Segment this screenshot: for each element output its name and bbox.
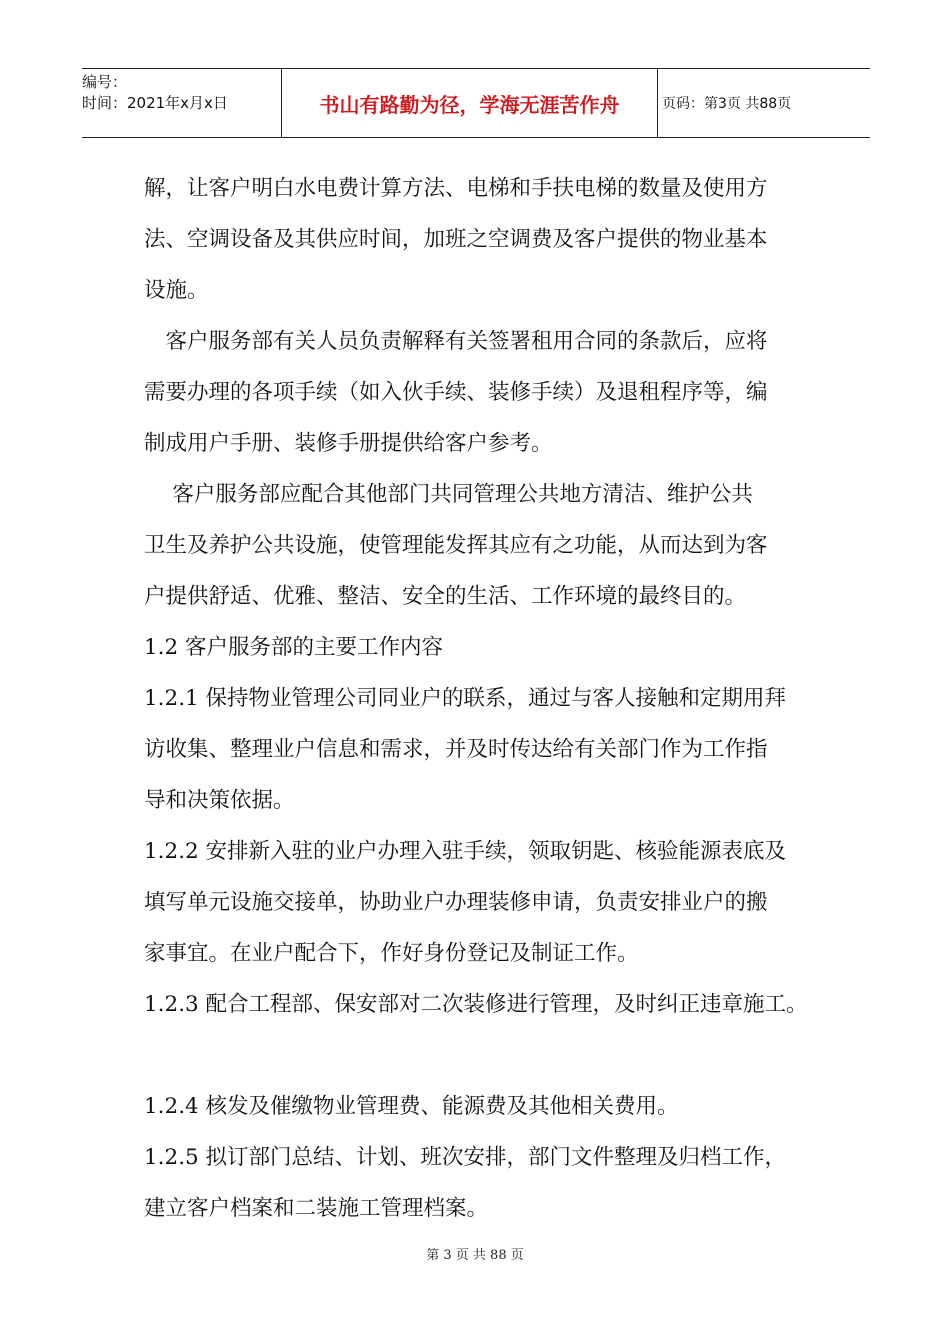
body-text-line: 制成用户手册、装修手册提供给客户参考。 bbox=[144, 431, 553, 456]
body-text-line: 1.2.1 保持物业管理公司同业户的联系，通过与客人接触和定期用拜 bbox=[144, 686, 787, 711]
blank-line bbox=[144, 1030, 824, 1081]
body-text-line: 卫生及养护公共设施，使管理能发挥其应有之功能，从而达到为客 bbox=[144, 533, 768, 558]
page-header bbox=[82, 68, 870, 138]
header-motto: 书山有路勤为径，学海无涯苦作舟 bbox=[282, 69, 658, 137]
body-text-line: 户提供舒适、优雅、整洁、安全的生活、工作环境的最终目的。 bbox=[144, 584, 747, 609]
body-text-line: 1.2.3 配合工程部、保安部对二次装修进行管理，及时纠正违章施工。 bbox=[144, 992, 808, 1017]
body-text-line: 需要办理的各项手续（如入伙手续、装修手续）及退租程序等，编 bbox=[144, 380, 768, 405]
body-text-line: 1.2.5 拟订部门总结、计划、班次安排，部门文件整理及归档工作， bbox=[144, 1145, 787, 1170]
body-text-line: 家事宜。在业户配合下，作好身份登记及制证工作。 bbox=[144, 941, 639, 966]
body-text-line: 客户服务部有关人员负责解释有关签署租用合同的条款后，应将 bbox=[144, 329, 768, 354]
body-text-line: 1.2.2 安排新入驻的业户办理入驻手续，领取钥匙、核验能源表底及 bbox=[144, 839, 787, 864]
body-text-line: 建立客户档案和二装施工管理档案。 bbox=[144, 1196, 489, 1221]
header-meta bbox=[82, 69, 282, 137]
body-text-line: 1.2.4 核发及催缴物业管理费、能源费及其他相关费用。 bbox=[144, 1094, 679, 1119]
document-body bbox=[144, 163, 824, 1234]
document-number-label: 编号： bbox=[82, 73, 128, 91]
body-text-line: 访收集、整理业户信息和需求，并及时传达给有关部门作为工作指 bbox=[144, 737, 768, 762]
body-text-line: 解，让客户明白水电费计算方法、电梯和手扶电梯的数量及使用方 bbox=[144, 176, 768, 201]
body-text-line: 设施。 bbox=[144, 278, 209, 303]
body-text-line: 法、空调设备及其供应时间，加班之空调费及客户提供的物业基本 bbox=[144, 227, 768, 252]
body-text-line: 1.2 客户服务部的主要工作内容 bbox=[144, 635, 444, 660]
body-text-line: 导和决策依据。 bbox=[144, 788, 295, 813]
body-text-line: 填写单元设施交接单，协助业户办理装修申请，负责安排业户的搬 bbox=[144, 890, 768, 915]
header-page-info: 页码：第3页 共88页 bbox=[662, 96, 792, 112]
body-text-line: 客户服务部应配合其他部门共同管理公共地方清洁、维护公共 bbox=[144, 482, 753, 507]
page-footer: 第 3 页 共 88 页 bbox=[426, 1248, 524, 1263]
document-date-label: 时间：2021年x月x日 bbox=[82, 94, 228, 112]
